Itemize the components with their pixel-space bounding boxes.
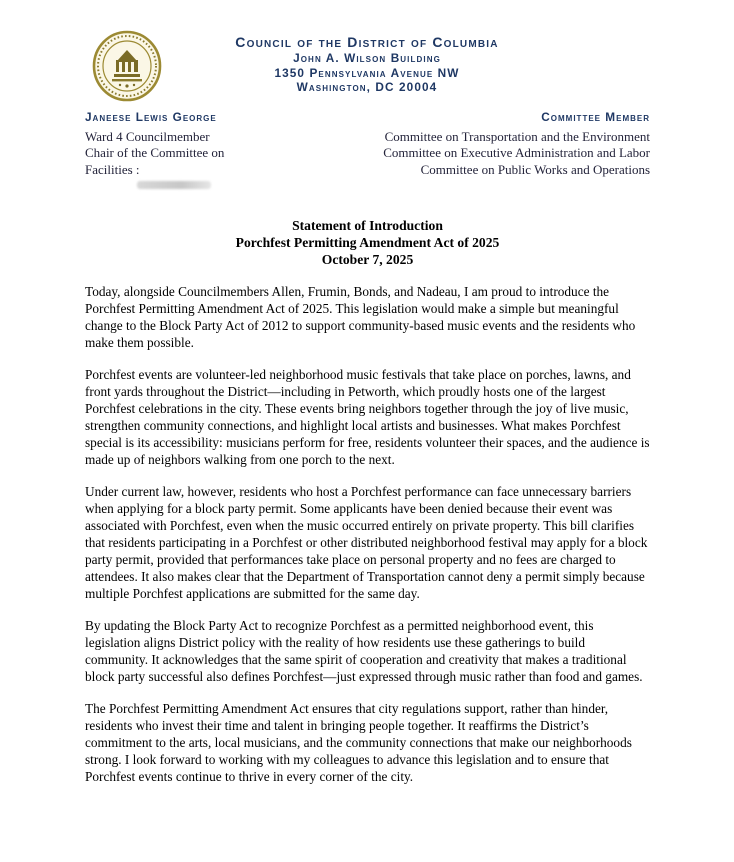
paragraph: By updating the Block Party Act to recognize Porchfest as a permitted neighborhood event, this legislation aligns District policy with the reality of how residents use these gatherings to build community. It acknowledges that the same spirit of cooperation and creativity that makes a traditional block party successful also defines Porchfest—just expressed through music rather than food and games. [85, 618, 643, 684]
member-column [85, 110, 224, 190]
committee-column [383, 110, 650, 179]
committee-line: Committee on Executive Administration and Labor [383, 145, 650, 160]
letterhead [0, 0, 734, 95]
statement-title-block [85, 217, 650, 268]
org-address: 1350 Pennsylvania Avenue NW [274, 65, 460, 80]
statement-date: October 7, 2025 [321, 252, 414, 267]
committee-line: Committee on Public Works and Operations [420, 161, 650, 177]
member-facilities-line: Facilities : [85, 161, 140, 177]
paragraph: Today, alongside Councilmembers Allen, Frumin, Bonds, and Nadeau, I am proud to introduce the Porchfest Permitting Amendment Act of 2025. This legislation would make a simple but meaningful change to the Block Party Act of 2012 to support community-based music events and the residents who make them possible. [85, 284, 636, 350]
dc-seal-icon [92, 30, 162, 102]
org-name: Council of the District of Columbia [235, 34, 499, 50]
act-title: Porchfest Permitting Amendment Act of 2025 [235, 235, 500, 250]
paragraph: The Porchfest Permitting Amendment Act ensures that city regulations support, rather than hinder, residents who invest their time and talent in bringing people together. It reaffirms the District’s commitment to the arts, local musicians, and the community connections that make our neighborhoods strong. I look forward to working with my colleagues to advance this legislation and to ensure that Porchfest events continue to thrive in every corner of the city. [85, 701, 632, 784]
org-city: Washington, DC 20004 [296, 80, 438, 94]
committee-heading: Committee Member [541, 109, 650, 124]
member-name: Janeese Lewis George [85, 109, 217, 124]
statement-body [85, 217, 650, 785]
paragraph: Under current law, however, residents who host a Porchfest performance can face unnecessary barriers when applying for a block party permit. Some applicants have been denied because their event was associated with Porchfest, even when the music occurred entirely on private property. This bill clarifies that residents participating in a Porchfest or other distributed neighborhood festival may apply for a block party permit, provided that performances take place on personal property and no fees are charged to attendees. It also makes clear that the Department of Transportation cannot deny a permit simply because multiple Porchfest applications are submitted for the same day. [85, 484, 648, 601]
paragraph: Porchfest events are volunteer-led neighborhood music festivals that take place on porches, lawns, and front yards throughout the District—including in Petworth, which proudly hosts one of the largest Porchfest celebrations in the city. These events bring neighbors together through the joy of live music, strengthen community connections, and highlight local artists and businesses. What makes Porchfest special is its accessibility: musicians perform for free, residents volunteer their spaces, and the audience is made up of neighbors walking from one porch to the next. [85, 367, 650, 467]
statement-title: Statement of Introduction [292, 218, 443, 233]
letterhead-columns [85, 110, 650, 190]
org-building: John A. Wilson Building [293, 51, 441, 65]
redacted-text [137, 181, 211, 189]
committee-line: Committee on Transportation and the Environment [384, 128, 650, 144]
member-committee-line: Chair of the Committee on [85, 145, 225, 160]
member-role-line: Ward 4 Councilmember [85, 128, 210, 144]
